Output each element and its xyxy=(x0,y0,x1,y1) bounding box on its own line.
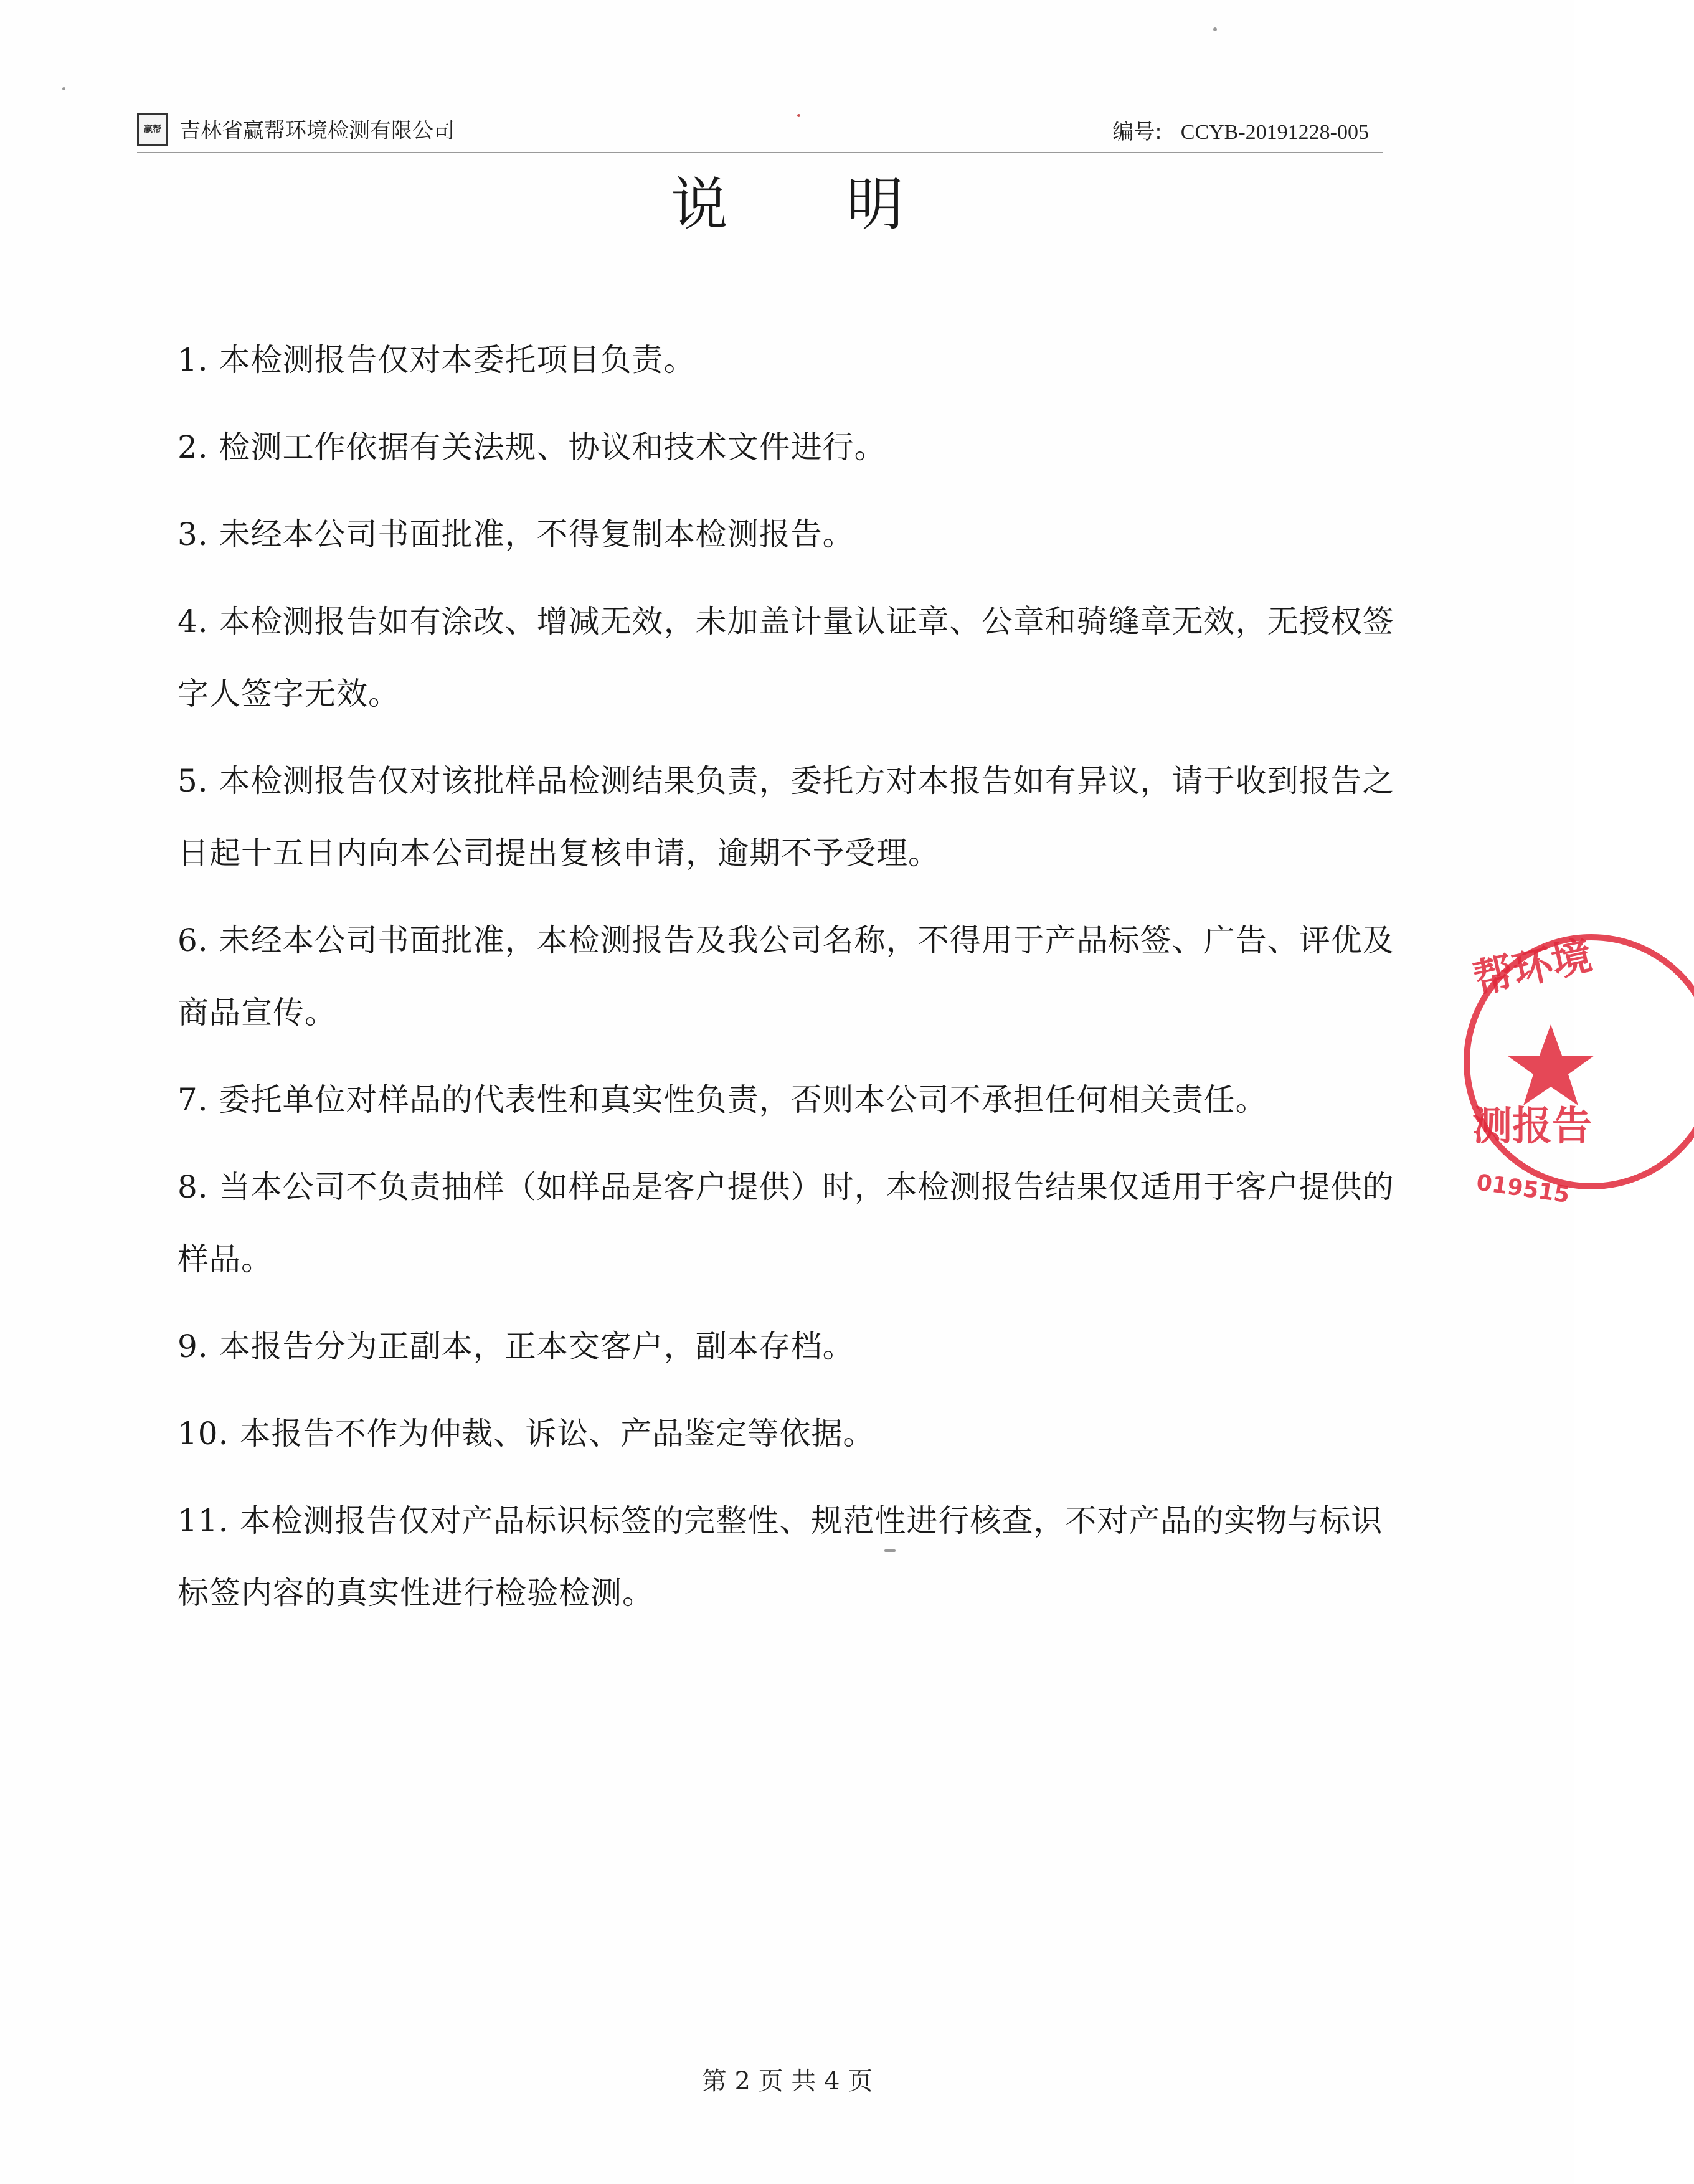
scan-speck xyxy=(884,1549,896,1552)
scan-speck xyxy=(797,114,800,117)
stamp-number: 019515 xyxy=(1475,1170,1571,1208)
official-seal-stamp xyxy=(1457,891,1694,1239)
list-item: 10. 本报告不作为仲裁、诉讼、产品鉴定等依据。 xyxy=(177,1416,875,1452)
list-item: 7. 委托单位对样品的代表性和真实性负责，否则本公司不承担任何相关责任。 xyxy=(177,1082,1267,1118)
document-number-label: 编号: xyxy=(1112,120,1162,144)
list-item: 5. 本检测报告仅对该批样品检测结果负责，委托方对本报告如有异议，请于收到报告之日起十五日内向本公司提出复核申请，逾期不予受理。 xyxy=(177,763,1394,871)
list-item: 4. 本检测报告如有涂改、增减无效，未加盖计量认证章、公章和骑缝章无效，无授权签字人签字无效。 xyxy=(177,603,1394,712)
header-divider xyxy=(137,152,1383,153)
document-number-value: CCYB-20191228-005 xyxy=(1180,121,1369,144)
notes-list xyxy=(177,324,1398,1644)
list-item: 2. 检测工作依据有关法规、协议和技术文件进行。 xyxy=(177,429,886,465)
star-icon xyxy=(1507,1024,1594,1105)
page-title: 说明 xyxy=(671,171,1022,238)
document-number xyxy=(1112,115,1369,145)
list-item: 8. 当本公司不负责抽样（如样品是客户提供）时，本检测报告结果仅适用于客户提供的样品。 xyxy=(177,1169,1394,1277)
page-number: 第 2 页 共 4 页 xyxy=(701,2067,873,2096)
list-item: 3. 未经本公司书面批准，不得复制本检测报告。 xyxy=(177,516,854,552)
list-item: 1. 本检测报告仅对本委托项目负责。 xyxy=(177,342,696,378)
scan-speck xyxy=(1213,27,1217,31)
company-name: 吉林省赢帮环境检测有限公司 xyxy=(179,118,455,143)
page-header xyxy=(137,111,1383,154)
scan-speck xyxy=(62,87,65,90)
stamp-bottom-text: 测报告 xyxy=(1472,1104,1592,1150)
company-logo: 赢帮 xyxy=(137,113,168,146)
list-item: 9. 本报告分为正副本，正本交客户，副本存档。 xyxy=(177,1328,854,1364)
list-item: 6. 未经本公司书面批准，本检测报告及我公司名称，不得用于产品标签、广告、评优及商品宣传。 xyxy=(177,922,1394,1031)
stamp-top-text: 帮环境 xyxy=(1469,933,1596,1003)
list-item: 11. 本检测报告仅对产品标识标签的完整性、规范性进行核查，不对产品的实物与标识标签内容的真实性进行检验检测。 xyxy=(177,1503,1383,1611)
